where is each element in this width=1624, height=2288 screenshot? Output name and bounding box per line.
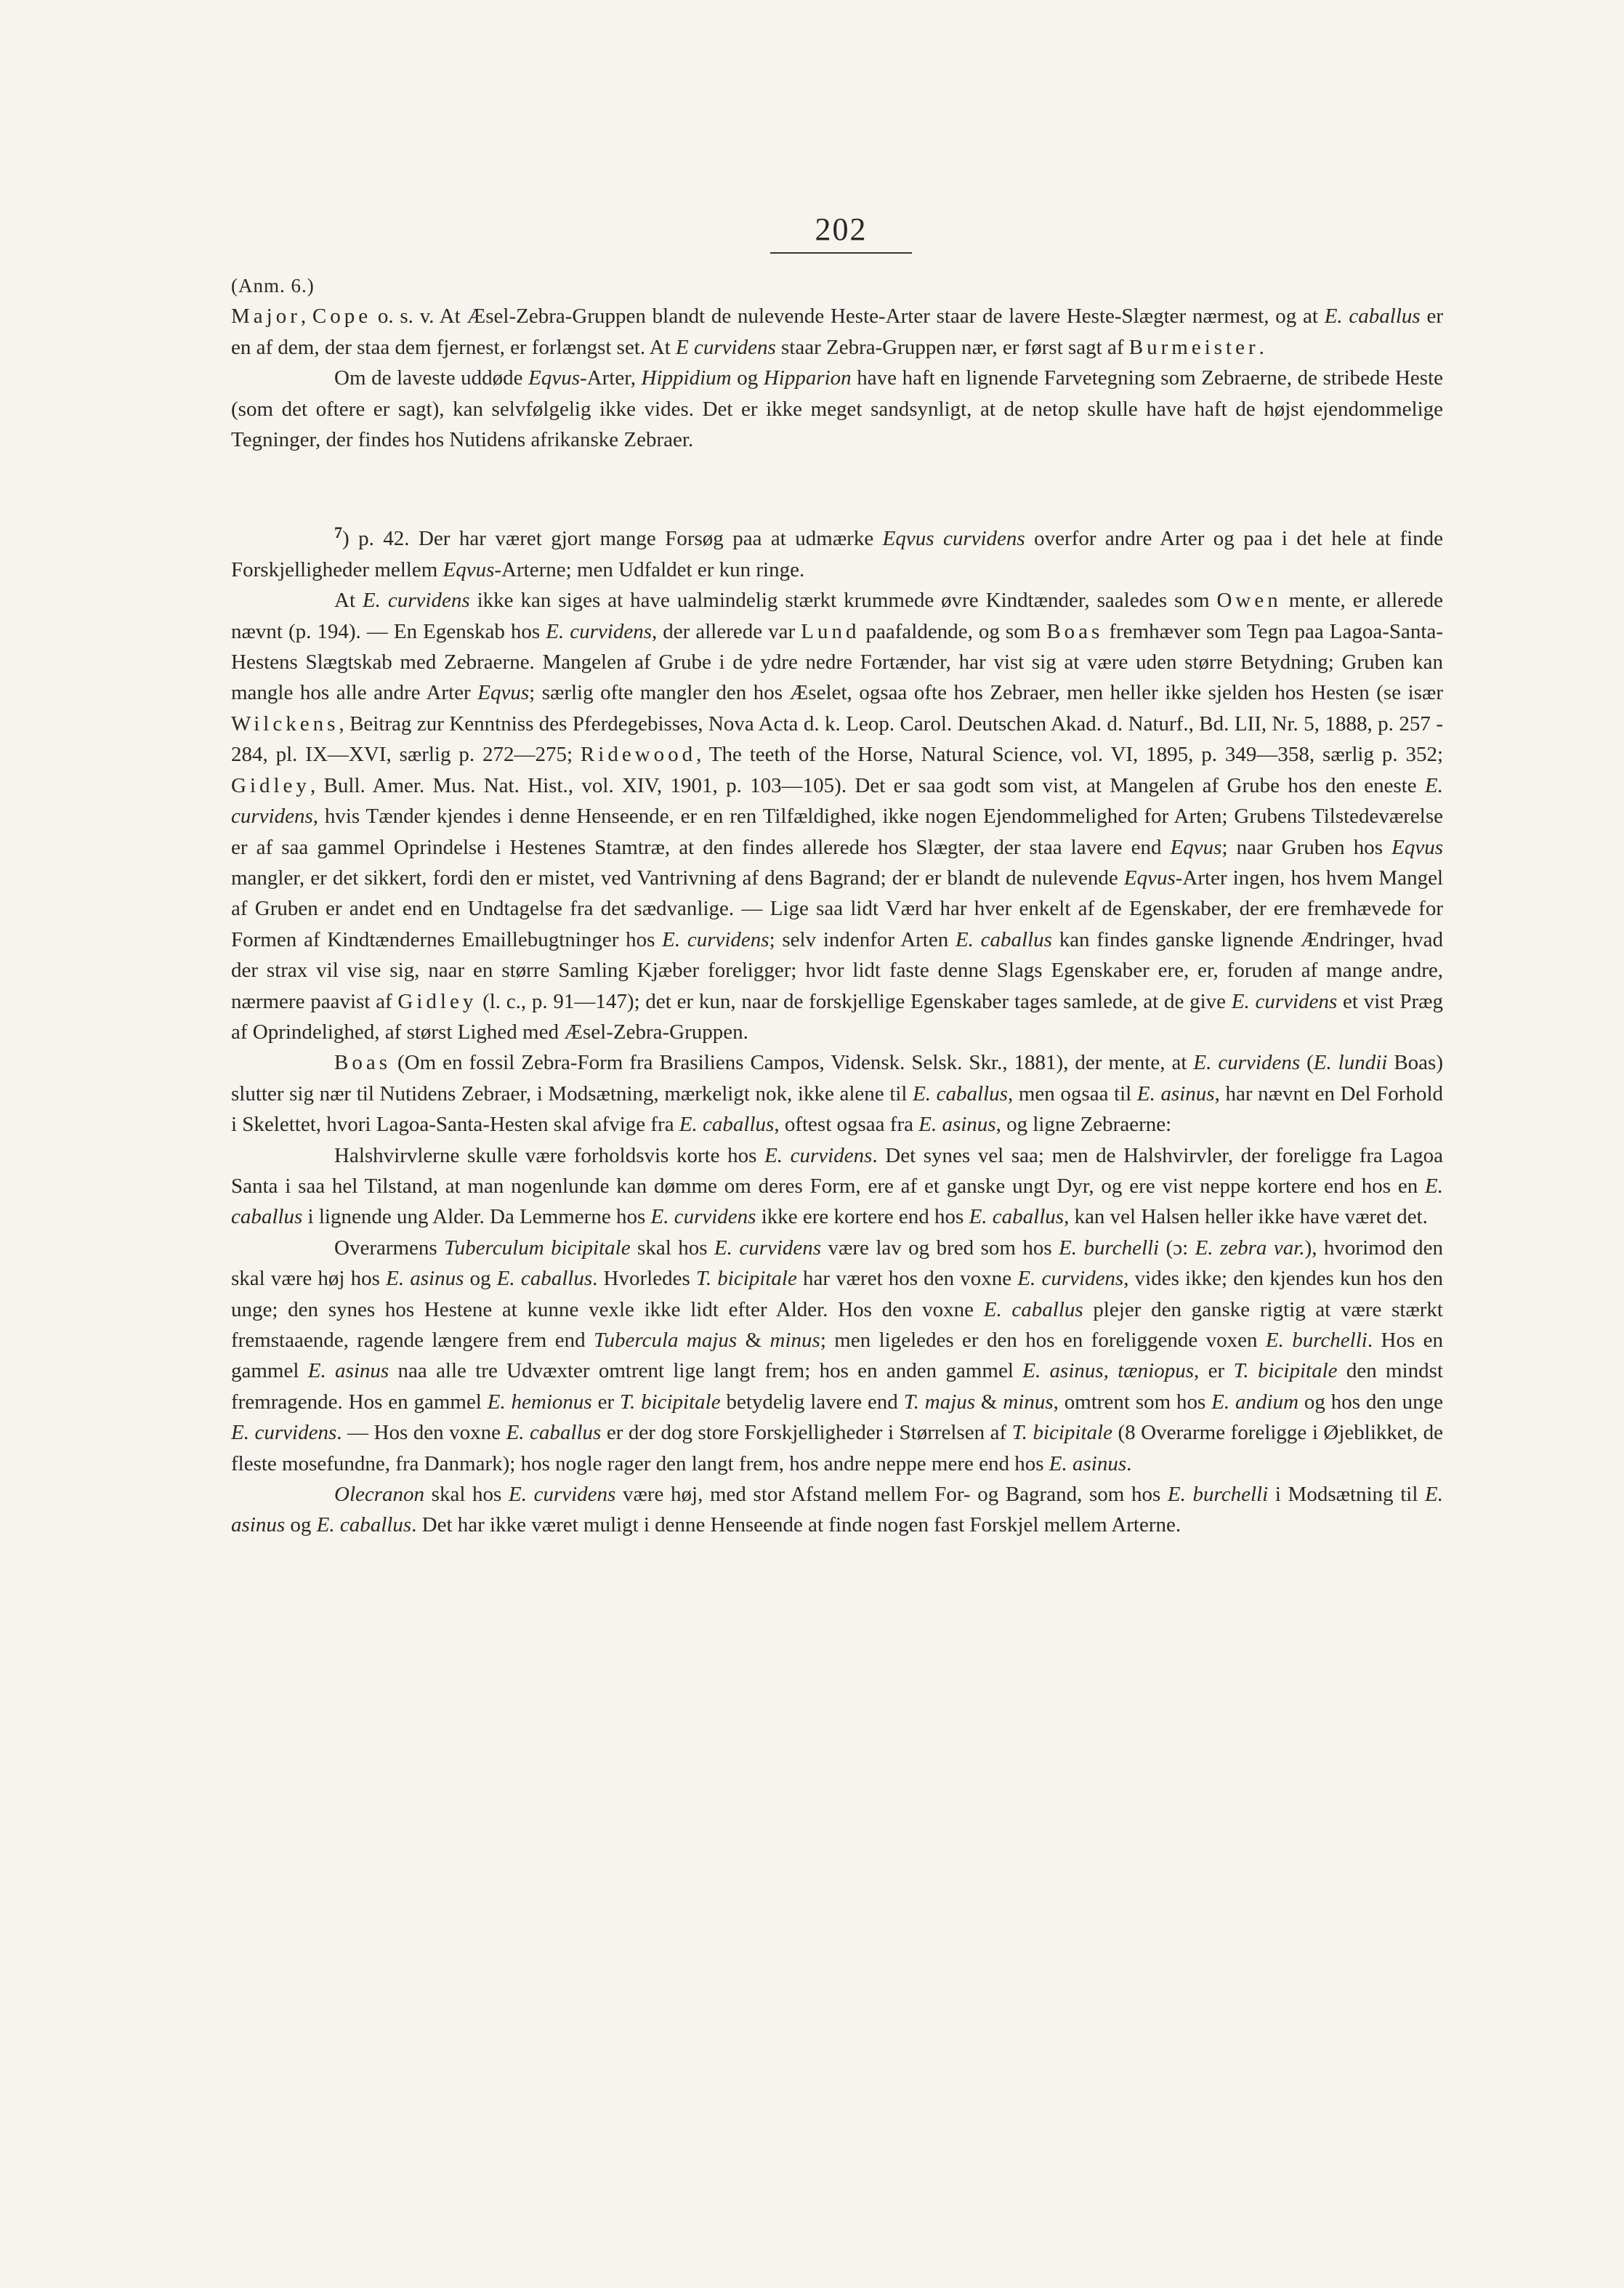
page-number: 202 [770, 211, 912, 254]
paragraph: Major, Cope o. s. v. At Æsel-Zebra-Gruppen blandt de nulevende Heste-Arter staar de lavere Heste-Slægter nærmest, og at E. caballus er en af dem, der staa dem fjernest, er forlængst set. At E curvidens staar Zebra-Gruppen nær, er først sagt af Burmeister. [231, 305, 1443, 359]
paragraph: Overarmens Tuberculum bicipitale skal hos E. curvidens være lav og bred som hos E. burchelli (ɔ: E. zebra var.), hvorimod den skal være høj hos E. asinus og E. caballus. Hvorledes T. bicipitale har været hos den voxne E. curvidens, vides ikke; den kjendes kun hos den unge; den synes hos Hestene at kunne vexle ikke lidt efter Alder. Hos den voxne E. caballus plejer den ganske rigtig at være stærkt fremstaaende, ragende længere frem end Tubercula majus & minus; men ligeledes er den hos en foreliggende voxen E. burchelli. Hos en gammel E. asinus naa alle tre Udvæxter omtrent lige langt frem; hos en anden gammel E. asinus, tæniopus, er T. bicipitale den mindst fremragende. Hos en gammel E. hemionus er T. bicipitale betydelig lavere end T. majus & minus, omtrent som hos E. andium og hos den unge E. curvidens. — Hos den voxne E. caballus er der dog store Forskjelligheder i Størrelsen af T. bicipitale (8 Overarme foreligge i Øjeblikket, de fleste mosefundne, fra Danmark); hos nogle rager den langt frem, hos andre neppe mere end hos E. asinus. [231, 1236, 1444, 1475]
paragraph: Om de laveste uddøde Eqvus-Arter, Hippidium og Hipparion have haft en lignende Farvetegning som Zebraerne, de stribede Heste (som det oftere er sagt), kan selvfølgelig ikke vides. Det er ikke meget sandsynligt, at de netop skulle have haft de højst ejendommelige Tegninger, der findes hos Nutidens afrikanske Zebraer. [231, 366, 1443, 452]
paragraph-list [231, 301, 1443, 1540]
paragraph: At E. curvidens ikke kan siges at have ualmindelig stærkt krummede øvre Kindtænder, saaledes som Owen mente, er allerede nævnt (p. 194). — En Egenskab hos E. curvidens, der allerede var Lund paafaldende, og som Boas fremhæver som Tegn paa Lagoa-Santa-Hestens Slægtskab med Zebraerne. Mangelen af Grube i de ydre nedre Fortænder, har vist sig at være uden større Betydning; Gruben kan mangle hos alle andre Arter Eqvus; særlig ofte mangler den hos Æselet, ogsaa ofte hos Zebraer, men heller ikke sjelden hos Hesten (se især Wilckens, Beitrag zur Kenntniss des Pferdegebisses, Nova Acta d. k. Leop. Carol. Deutschen Akad. d. Naturf., Bd. LII, Nr. 5, 1888, p. 257 - 284, pl. IX—XVI, særlig p. 272—275; Ridewood, The teeth of the Horse, Natural Science, vol. VI, 1895, p. 349—358, særlig p. 352; Gidley, Bull. Amer. Mus. Nat. Hist., vol. XIV, 1901, p. 103—105). Det er saa godt som vist, at Mangelen af Grube hos den eneste E. curvidens, hvis Tænder kjendes i denne Henseende, er en ren Tilfældighed, ikke nogen Ejendommelighed for Arten; Grubens Tilstedeværelse er af saa gammel Oprindelse i Hestenes Stamtræ, at den findes allerede hos Slægter, der staa lavere end Eqvus; naar Gruben hos Eqvus mangler, er det sikkert, fordi den er mistet, ved Vantrivning af dens Bagrand; der er blandt de nulevende Eqvus-Arter ingen, hos hvem Mangel af Gruben er andet end en Undtagelse fra det sædvanlige. — Lige saa lidt Værd har hver enkelt af de Egenskaber, der ere fremhævede for Formen af Kindtændernes Emaillebugtninger hos E. curvidens; selv indenfor Arten E. caballus kan findes ganske lignende Ændringer, hvad der strax vil vise sig, naar en større Samling Kjæber foreligger; hvor lidt faste denne Slags Egenskaber ere, er, foruden af mange andre, nærmere paavist af Gidley (l. c., p. 91—147); det er kun, naar de forskjellige Egenskaber tages samlede, at de give E. curvidens et vist Præg af Oprindelighed, af størst Lighed med Æsel-Zebra-Gruppen. [231, 589, 1444, 1044]
paragraph: Boas (Om en fossil Zebra-Form fra Brasiliens Campos, Vidensk. Selsk. Skr., 1881), der mente, at E. curvidens (E. lundii Boas) slutter sig nær til Nutidens Zebraer, i Modsætning, mærkeligt nok, ikke alene til E. caballus, men ogsaa til E. asinus, har nævnt en Del Forhold i Skelettet, hvori Lagoa-Santa-Hesten skal afvige fra E. caballus, oftest ogsaa fra E. asinus, og ligne Zebraerne: [231, 1051, 1444, 1137]
section-gap [231, 455, 1443, 517]
paragraph: $^7$) p. 42. Der har været gjort mange Forsøg paa at udmærke Eqvus curvidens overfor andre Arter og paa i det hele at finde Forskjelligheder mellem Eqvus-Arterne; men Udfaldet er kun ringe. [231, 523, 1443, 581]
body-text [231, 270, 1443, 1541]
note-label: (Anm. 6.) [231, 275, 315, 297]
paragraph: Halshvirvlerne skulle være forholdsvis korte hos E. curvidens. Det synes vel saa; men de Halshvirvler, der foreligge fra Lagoa Santa i saa hel Tilstand, at man nogenlunde kan dømme om deres Form, ere af et ganske ungt Dyr, og ere vist neppe kortere end hos en E. caballus i lignende ung Alder. Da Lemmerne hos E. curvidens ikke ere kortere end hos E. caballus, kan vel Halsen heller ikke have været det. [231, 1143, 1443, 1229]
paragraph: Olecranon skal hos E. curvidens være høj, med stor Afstand mellem For- og Bagrand, som hos E. burchelli i Modsætning til E. asinus og E. caballus. Det har ikke været muligt i denne Henseende at finde nogen fast Forskjel mellem Arterne. [231, 1483, 1443, 1537]
